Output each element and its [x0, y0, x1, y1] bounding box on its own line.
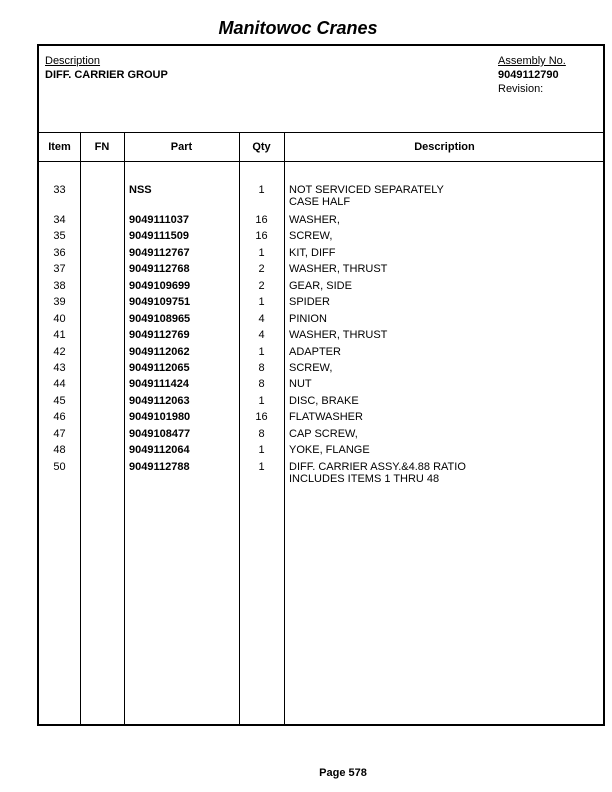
quantity: 16 — [255, 230, 268, 242]
part-number: 9049108477 — [129, 428, 191, 440]
quantity: 16 — [255, 214, 268, 226]
part-number: 9049111424 — [129, 378, 189, 390]
part-description — [289, 362, 332, 374]
description-line: DISC, BRAKE — [289, 395, 359, 407]
quantity: 1 — [258, 184, 265, 196]
quantity: 4 — [258, 329, 265, 341]
column-header-item: Item — [48, 141, 71, 153]
part-description — [289, 346, 341, 358]
description-line: WASHER, THRUST — [289, 263, 388, 275]
description-line: SCREW, — [289, 362, 333, 374]
part-number: 9049112769 — [129, 329, 190, 341]
part-number: NSS — [129, 184, 152, 196]
part-number: 9049112767 — [129, 247, 190, 259]
part-description — [289, 461, 466, 485]
quantity: 1 — [258, 296, 265, 308]
column-divider — [284, 133, 285, 724]
part-description — [289, 296, 330, 308]
item-number: 48 — [53, 444, 66, 456]
part-description — [289, 230, 332, 242]
quantity: 8 — [258, 362, 265, 374]
quantity: 1 — [258, 247, 265, 259]
description-line: FLATWASHER — [289, 411, 363, 423]
page-number: Page 578 — [319, 767, 367, 779]
item-number: 47 — [53, 428, 66, 440]
part-number: 9049112788 — [129, 461, 190, 473]
quantity: 8 — [258, 428, 265, 440]
description-line: SPIDER — [289, 296, 330, 308]
part-number: 9049112064 — [129, 444, 190, 456]
assembly-value: 9049112790 — [498, 69, 559, 81]
column-divider — [124, 133, 125, 724]
item-number: 39 — [53, 296, 66, 308]
item-number: 41 — [53, 329, 66, 341]
quantity: 8 — [258, 378, 265, 390]
description-line: NOT SERVICED SEPARATELY — [289, 184, 444, 196]
part-description — [289, 444, 370, 456]
quantity: 1 — [258, 395, 265, 407]
brand-title: Manitowoc Cranes — [218, 18, 378, 38]
part-description — [289, 411, 363, 423]
part-description — [289, 280, 352, 292]
item-number: 50 — [53, 461, 66, 473]
part-number: 9049108965 — [129, 313, 191, 325]
item-number: 40 — [53, 313, 66, 325]
description-line: GEAR, SIDE — [289, 280, 352, 292]
part-description — [289, 247, 335, 259]
description-line: CAP SCREW, — [289, 428, 358, 440]
description-line: CASE HALF — [289, 196, 351, 208]
part-number: 9049112062 — [129, 346, 190, 358]
revision-label: Revision: — [498, 83, 544, 95]
description-line: SCREW, — [289, 230, 333, 242]
part-description — [289, 395, 359, 407]
item-number: 42 — [53, 346, 66, 358]
column-header-fn: FN — [94, 141, 110, 153]
part-description — [289, 329, 387, 341]
item-number: 43 — [53, 362, 66, 374]
part-number: 9049112768 — [129, 263, 190, 275]
part-description — [289, 263, 387, 275]
description-line: YOKE, FLANGE — [289, 444, 370, 456]
quantity: 2 — [258, 280, 265, 292]
item-number: 44 — [53, 378, 66, 390]
part-number: 9049109699 — [129, 280, 191, 292]
quantity: 1 — [258, 461, 265, 473]
description-line: PINION — [289, 313, 327, 325]
description-line: WASHER, THRUST — [289, 329, 388, 341]
part-number: 9049112065 — [129, 362, 190, 374]
part-description — [289, 214, 340, 226]
description-label: Description — [45, 55, 101, 67]
description-value: DIFF. CARRIER GROUP — [45, 69, 168, 81]
description-line: INCLUDES ITEMS 1 THRU 48 — [289, 473, 440, 485]
quantity: 4 — [258, 313, 265, 325]
description-line: KIT, DIFF — [289, 247, 336, 259]
column-header-description: Description — [414, 141, 475, 153]
item-number: 33 — [53, 184, 66, 196]
part-description — [289, 313, 327, 325]
part-description — [289, 378, 312, 390]
item-number: 36 — [53, 247, 66, 259]
quantity: 1 — [258, 444, 265, 456]
part-description — [289, 184, 444, 208]
description-line: DIFF. CARRIER ASSY.&4.88 RATIO — [289, 461, 466, 473]
part-number: 9049111037 — [129, 214, 189, 226]
part-number: 9049111509 — [129, 230, 189, 242]
part-description — [289, 428, 358, 440]
description-line: WASHER, — [289, 214, 340, 226]
quantity: 16 — [255, 411, 268, 423]
item-number: 38 — [53, 280, 66, 292]
part-number: 9049101980 — [129, 411, 191, 423]
quantity: 2 — [258, 263, 265, 275]
column-header-qty: Qty — [252, 141, 271, 153]
item-number: 46 — [53, 411, 66, 423]
part-number: 9049109751 — [129, 296, 191, 308]
item-number: 34 — [53, 214, 66, 226]
assembly-label: Assembly No. — [498, 55, 566, 67]
quantity: 1 — [258, 346, 265, 358]
item-number: 35 — [53, 230, 66, 242]
parts-list-frame — [37, 44, 605, 726]
assembly-header — [39, 46, 603, 133]
description-line: NUT — [289, 378, 312, 390]
item-number: 45 — [53, 395, 66, 407]
column-divider — [80, 133, 81, 724]
description-line: ADAPTER — [289, 346, 341, 358]
item-number: 37 — [53, 263, 66, 275]
column-header-part: Part — [170, 141, 193, 153]
part-number: 9049112063 — [129, 395, 190, 407]
